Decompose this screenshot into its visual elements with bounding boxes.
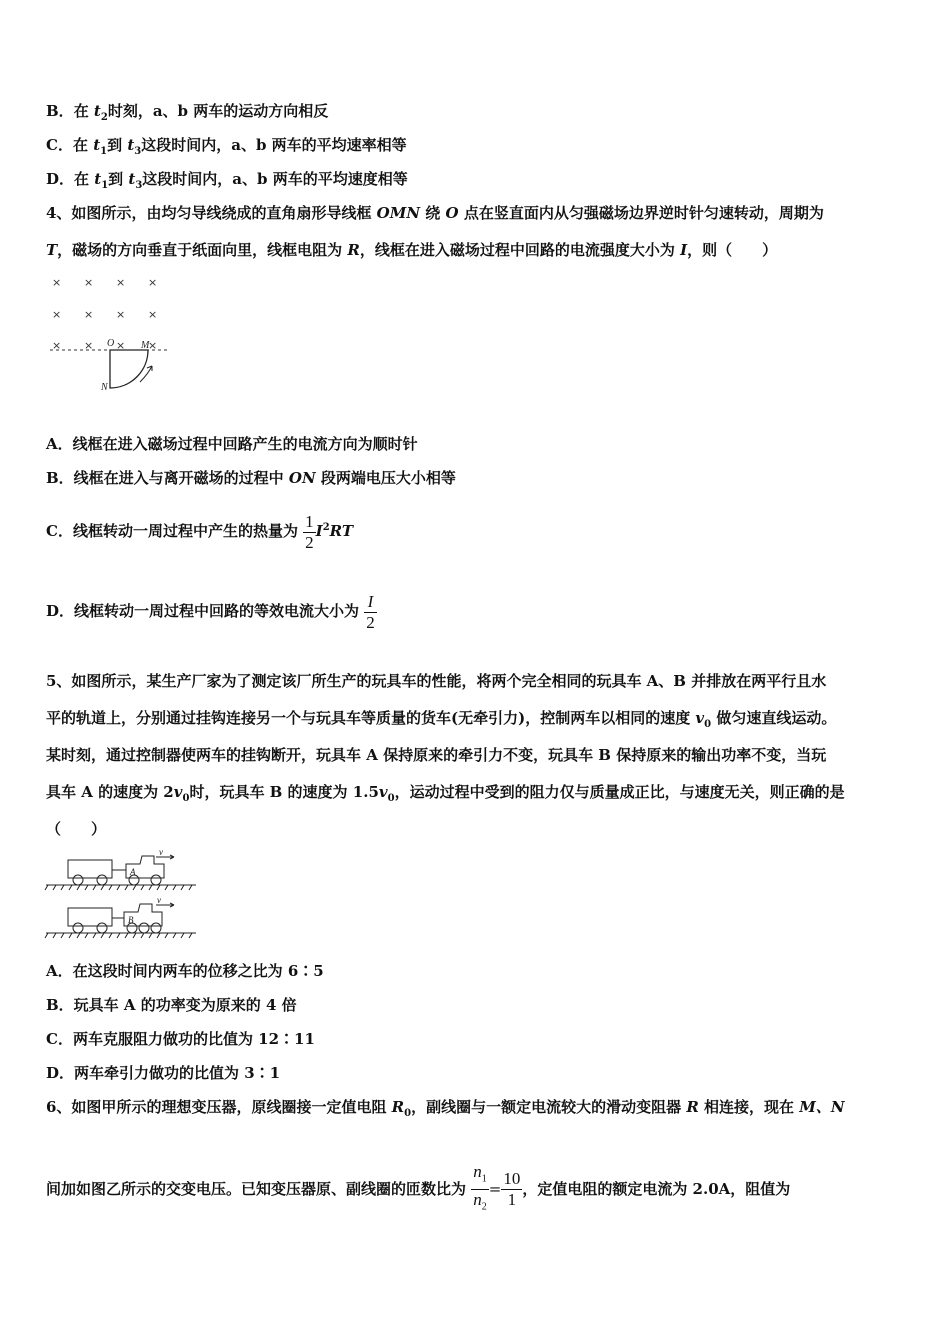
q3-option-b: B．在 $t_2$时刻，a、b 两车的运动方向相反 bbox=[46, 102, 329, 123]
q4-sector-figure bbox=[44, 270, 174, 392]
field-cross: × bbox=[52, 276, 62, 289]
fraction-one-half: $\frac{1}{2}$ bbox=[305, 511, 314, 552]
field-cross: × bbox=[52, 308, 62, 321]
q3-option-c: C．在 $t_1$到 $t_3$这段时间内，a、b 两车的平均速率相等 bbox=[46, 136, 407, 157]
q5-stem-line5: （ ） bbox=[46, 820, 107, 838]
q4-option-a: A．线框在进入磁场过程中回路产生的电流方向为顺时针 bbox=[46, 435, 418, 453]
q5-option-b: B．玩具车 A 的功率变为原来的 4 倍 bbox=[46, 996, 297, 1014]
field-cross: × bbox=[116, 308, 126, 321]
field-cross: × bbox=[84, 308, 94, 321]
fraction-n1-over-n2: $\frac{n_1}{n_2}$ bbox=[471, 1162, 489, 1218]
field-cross: × bbox=[84, 339, 94, 352]
label-n: N bbox=[101, 382, 108, 392]
field-cross: × bbox=[116, 276, 126, 289]
q5-stem-line4: 具车 A 的速度为 $2v_0$时，玩具车 B 的速度为 $1.5v_0$，运动过程中受到的阻力仅与质量成正比，与速度无关，则正确的是 bbox=[46, 783, 845, 804]
q5-option-c: C．两车克服阻力做功的比值为 12∶11 bbox=[46, 1030, 315, 1048]
svg-text:B: B bbox=[128, 915, 134, 925]
svg-text:A: A bbox=[130, 867, 136, 877]
field-cross: × bbox=[116, 339, 126, 352]
svg-text:v: v bbox=[159, 848, 163, 857]
q6-stem-line1: 6、如图甲所示的理想变压器，原线圈接一定值电阻 $R_0$，副线圈与一额定电流较大的滑动变阻器 R 相连接，现在 M、N bbox=[46, 1098, 845, 1119]
q6-stem-line2: 间加如图乙所示的交变电压。已知变压器原、副线圈的匝数比为 $\frac{n_1}{n_2}$ = $\frac{10}{1}$ ，定值电阻的额定电流为 2.0A，阻值为 bbox=[46, 1162, 790, 1218]
q5-stem-line3: 某时刻，通过控制器使两车的挂钩断开，玩具车 A 保持原来的牵引力不变，玩具车 B 保持原来的输出功率不变，当玩 bbox=[46, 746, 827, 764]
field-cross: × bbox=[148, 339, 158, 352]
fraction-10-over-1: $\frac{10}{1}$ bbox=[503, 1169, 521, 1210]
q3-option-d: D．在 $t_1$到 $t_3$这段时间内，a、b 两车的平均速度相等 bbox=[46, 170, 408, 191]
svg-text:v: v bbox=[157, 895, 161, 905]
q4-stem-line2: T，磁场的方向垂直于纸面向里，线框电阻为 R，线框在进入磁场过程中回路的电流强度大小为 I，则（ ） bbox=[46, 241, 778, 259]
q4-option-b: B．线框在进入与离开磁场的过程中 ON 段两端电压大小相等 bbox=[46, 469, 456, 487]
label-o: O bbox=[107, 338, 115, 349]
fraction-i-over-2: $\frac{I}{2}$ bbox=[366, 591, 375, 632]
label-m: M bbox=[141, 340, 150, 351]
sector-frame bbox=[110, 350, 148, 388]
q5-stem-line1: 5、如图所示，某生产厂家为了测定该厂所生产的玩具车的性能，将两个完全相同的玩具车 A、B 并排放在两平行且水 bbox=[46, 672, 827, 690]
q4-option-d: D．线框转动一周过程中回路的等效电流大小为 $\frac{I}{2}$ bbox=[46, 591, 375, 632]
field-cross: × bbox=[148, 276, 158, 289]
q5-option-a: A．在这段时间内两车的位移之比为 6∶5 bbox=[46, 962, 324, 980]
rotation-arrow bbox=[140, 366, 152, 382]
cargo-car-top bbox=[68, 860, 112, 878]
field-cross: × bbox=[84, 276, 94, 289]
q5-cars-figure bbox=[44, 848, 199, 940]
field-cross: × bbox=[52, 339, 62, 352]
q5-option-d: D．两车牵引力做功的比值为 3∶1 bbox=[46, 1064, 281, 1082]
field-cross: × bbox=[148, 308, 158, 321]
q4-stem-line1: 4、如图所示，由均匀导线绕成的直角扇形导线框 OMN 绕 O 点在竖直面内从匀强磁场边界逆时针匀速转动，周期为 bbox=[46, 204, 824, 222]
q5-stem-line2: 平的轨道上，分别通过挂钩连接另一个与玩具车等质量的货车(无牵引力)，控制两车以相同的速度 $v_0$ 做匀速直线运动。 bbox=[46, 709, 837, 730]
q4-option-c: C．线框转动一周过程中产生的热量为 $\frac{1}{2}$ $I^2RT$ bbox=[46, 511, 354, 552]
cargo-car-bottom bbox=[68, 908, 112, 926]
